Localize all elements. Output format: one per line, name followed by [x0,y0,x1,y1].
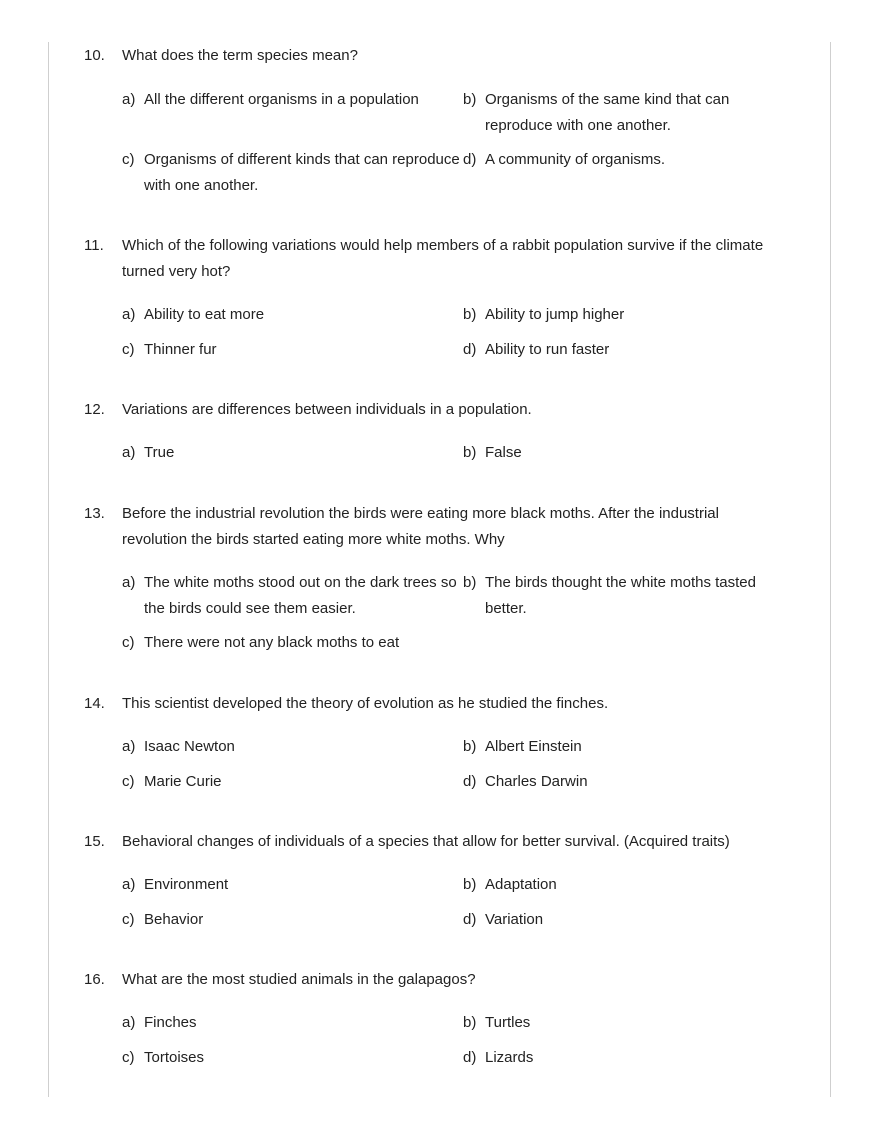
question-text: Before the industrial revolution the birds were eating more black moths. After the industrial revolution the birds started eating more white moths. Why [122,505,719,548]
option-text: Finches [144,1014,197,1031]
option-text: A community of organisms. [485,151,666,168]
option-letter: c) [122,341,135,358]
question-number: 11. [84,237,104,254]
question-text: Which of the following variations would help members of a rabbit population survive if the climate turned very hot? [122,237,764,280]
option-text: Charles Darwin [485,773,588,790]
option-letter: b) [463,574,477,591]
option-text: The birds thought the white moths tasted better. [485,574,756,617]
option-text: Organisms of different kinds that can reproduce with one another. [144,151,460,194]
option-letter: c) [122,151,135,168]
option-letter: a) [122,738,136,755]
option-letter: c) [122,773,135,790]
option-letter: a) [122,91,136,108]
option-text: Tortoises [144,1049,205,1066]
option-letter: a) [122,876,136,893]
page-border-right [830,42,831,1097]
option-text: There were not any black moths to eat [144,634,400,651]
option-letter: b) [463,306,477,323]
question-number: 12. [84,401,105,418]
option-letter: b) [463,876,477,893]
option-letter: a) [122,306,136,323]
option-text: Adaptation [485,876,557,893]
option-letter: d) [463,151,477,168]
option-text: Turtles [485,1014,531,1031]
option-text: True [144,444,175,461]
question-number: 15. [84,833,105,850]
option-text: Marie Curie [144,773,222,790]
question-text: What are the most studied animals in the galapagos? [122,971,476,988]
question-number: 16. [84,971,105,988]
option-letter: a) [122,444,136,461]
option-letter: b) [463,738,477,755]
option-text: False [485,444,522,461]
option-text: Environment [144,876,229,893]
option-letter: d) [463,911,477,928]
question-number: 14. [84,695,105,712]
question-number: 10. [84,47,105,64]
option-text: All the different organisms in a population [144,91,419,108]
option-letter: a) [122,1014,136,1031]
option-letter: d) [463,1049,477,1066]
option-text: Thinner fur [144,341,217,358]
option-text: Ability to eat more [144,306,265,323]
option-letter: c) [122,1049,135,1066]
question-text: What does the term species mean? [122,47,358,64]
option-letter: a) [122,574,136,591]
question-text: Variations are differences between individuals in a population. [122,401,532,418]
question-text: Behavioral changes of individuals of a species that allow for better survival. (Acquired traits) [122,833,730,850]
question-text: This scientist developed the theory of evolution as he studied the finches. [122,695,609,712]
option-letter: b) [463,1014,477,1031]
option-text: Behavior [144,911,204,928]
option-letter: b) [463,444,477,461]
option-text: Ability to run faster [485,341,610,358]
question-number: 13. [84,505,105,522]
option-text: Lizards [485,1049,534,1066]
page-border-left [48,42,49,1097]
option-text: Albert Einstein [485,738,582,755]
option-text: Isaac Newton [144,738,235,755]
option-letter: c) [122,911,135,928]
option-letter: c) [122,634,135,651]
option-text: Organisms of the same kind that can reproduce with one another. [485,91,730,134]
option-letter: b) [463,91,477,108]
option-text: Variation [485,911,544,928]
option-letter: d) [463,341,477,358]
option-text: Ability to jump higher [485,306,625,323]
option-letter: d) [463,773,477,790]
option-text: The white moths stood out on the dark trees so the birds could see them easier. [144,574,457,617]
